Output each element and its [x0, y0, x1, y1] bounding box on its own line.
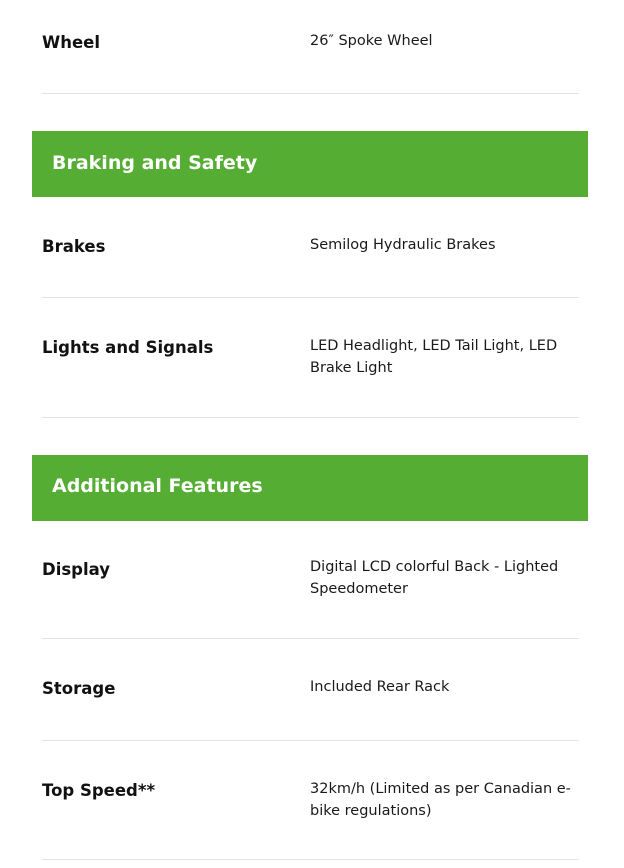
spec-label: Display [42, 560, 111, 579]
spec-row-lights-signals [42, 298, 579, 418]
spec-value: Semilog Hydraulic Brakes [310, 237, 496, 253]
spec-label: Storage [42, 679, 116, 698]
spec-row-storage [42, 639, 579, 741]
spec-value: Included Rear Rack [310, 679, 450, 695]
spec-label: Brakes [42, 237, 106, 256]
spec-label: Lights and Signals [42, 338, 214, 357]
spec-row-top-speed [42, 741, 579, 860]
section-title: Braking and Safety [52, 152, 258, 174]
section-header-additional-features [32, 455, 588, 521]
spec-value: 26″ Spoke Wheel [310, 33, 433, 49]
spec-label: Top Speed** [42, 781, 156, 800]
spec-label: Wheel [42, 33, 100, 52]
spec-row-wheel [42, 0, 579, 94]
section-header-braking-safety [32, 131, 588, 197]
spec-row-brakes [42, 197, 579, 298]
spec-value: LED Headlight, LED Tail Light, LED Brake Light [310, 338, 558, 376]
spec-value: 32km/h (Limited as per Canadian e-bike regulations) [310, 781, 571, 819]
section-title: Additional Features [52, 475, 263, 497]
spec-value: Digital LCD colorful Back - Lighted Speedometer [310, 559, 559, 597]
spec-row-display [42, 521, 579, 639]
